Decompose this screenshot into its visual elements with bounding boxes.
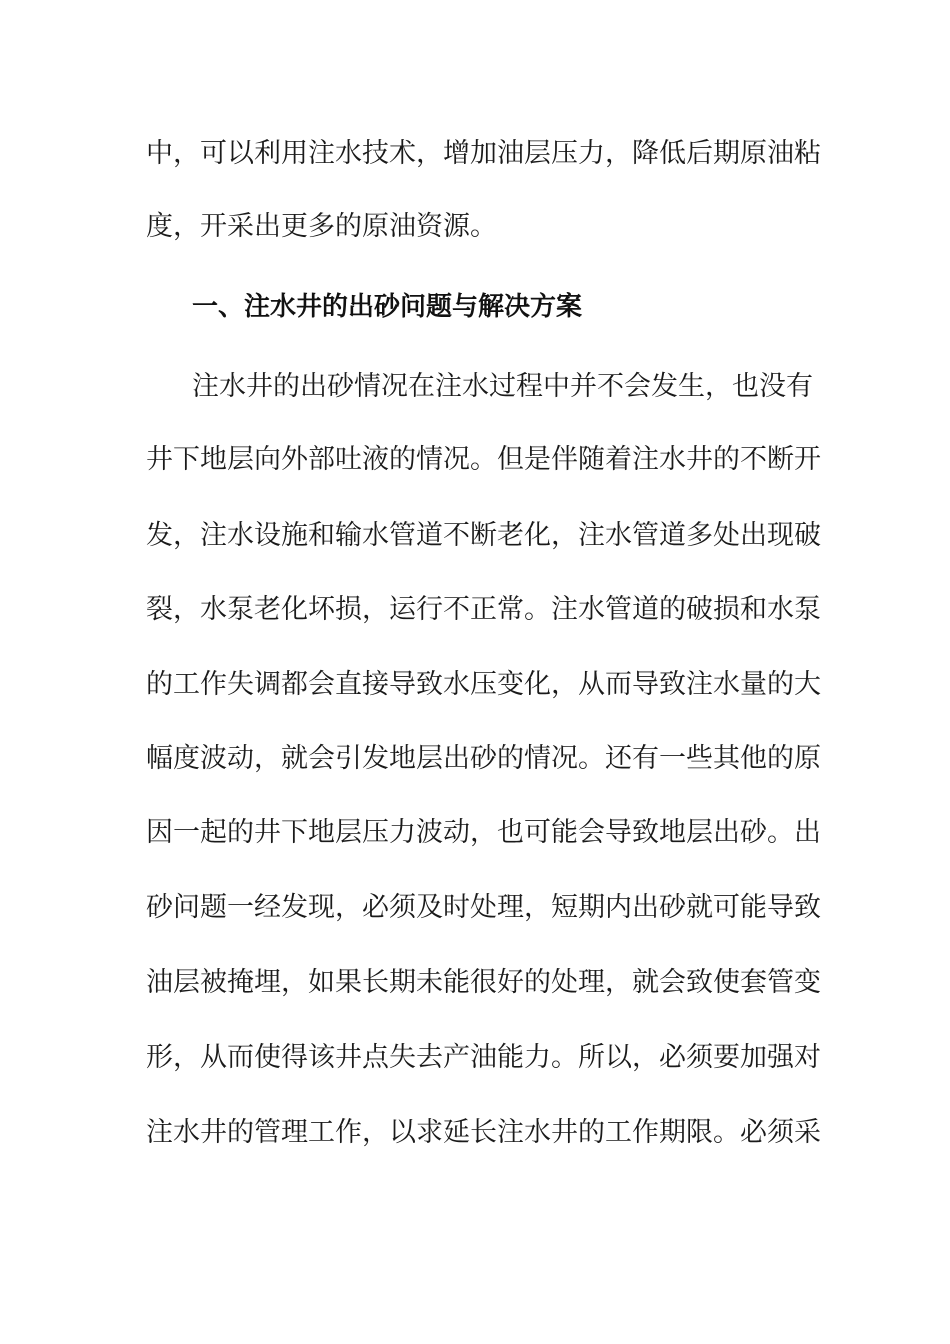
section-heading: 一、注水井的出砂问题与解决方案 (192, 292, 583, 322)
body-line-9: 油层被掩埋，如果长期未能很好的处理，就会致使套管变 (146, 967, 821, 998)
body-line-10: 形，从而使得该井点失去产油能力。所以，必须要加强对 (146, 1042, 821, 1073)
body-line-6: 幅度波动，就会引发地层出砂的情况。还有一些其他的原 (146, 743, 821, 774)
body-line-1: 注水井的出砂情况在注水过程中并不会发生，也没有 (192, 371, 813, 402)
body-line-11: 注水井的管理工作，以求延长注水井的工作期限。必须采 (146, 1117, 821, 1148)
body-line-3: 发，注水设施和输水管道不断老化，注水管道多处出现破 (146, 520, 821, 551)
body-line-8: 砂问题一经发现，必须及时处理，短期内出砂就可能导致 (146, 892, 821, 923)
body-line-2: 井下地层向外部吐液的情况。但是伴随着注水井的不断开 (146, 444, 821, 475)
body-line-7: 因一起的井下地层压力波动，也可能会导致地层出砂。出 (146, 817, 821, 848)
body-line-5: 的工作失调都会直接导致水压变化，从而导致注水量的大 (146, 669, 821, 700)
body-line-4: 裂，水泵老化坏损，运行不正常。注水管道的破损和水泵 (146, 594, 821, 625)
intro-line-2: 度，开采出更多的原油资源。 (146, 211, 497, 242)
intro-line-1: 中，可以利用注水技术，增加油层压力，降低后期原油粘 (146, 138, 821, 169)
